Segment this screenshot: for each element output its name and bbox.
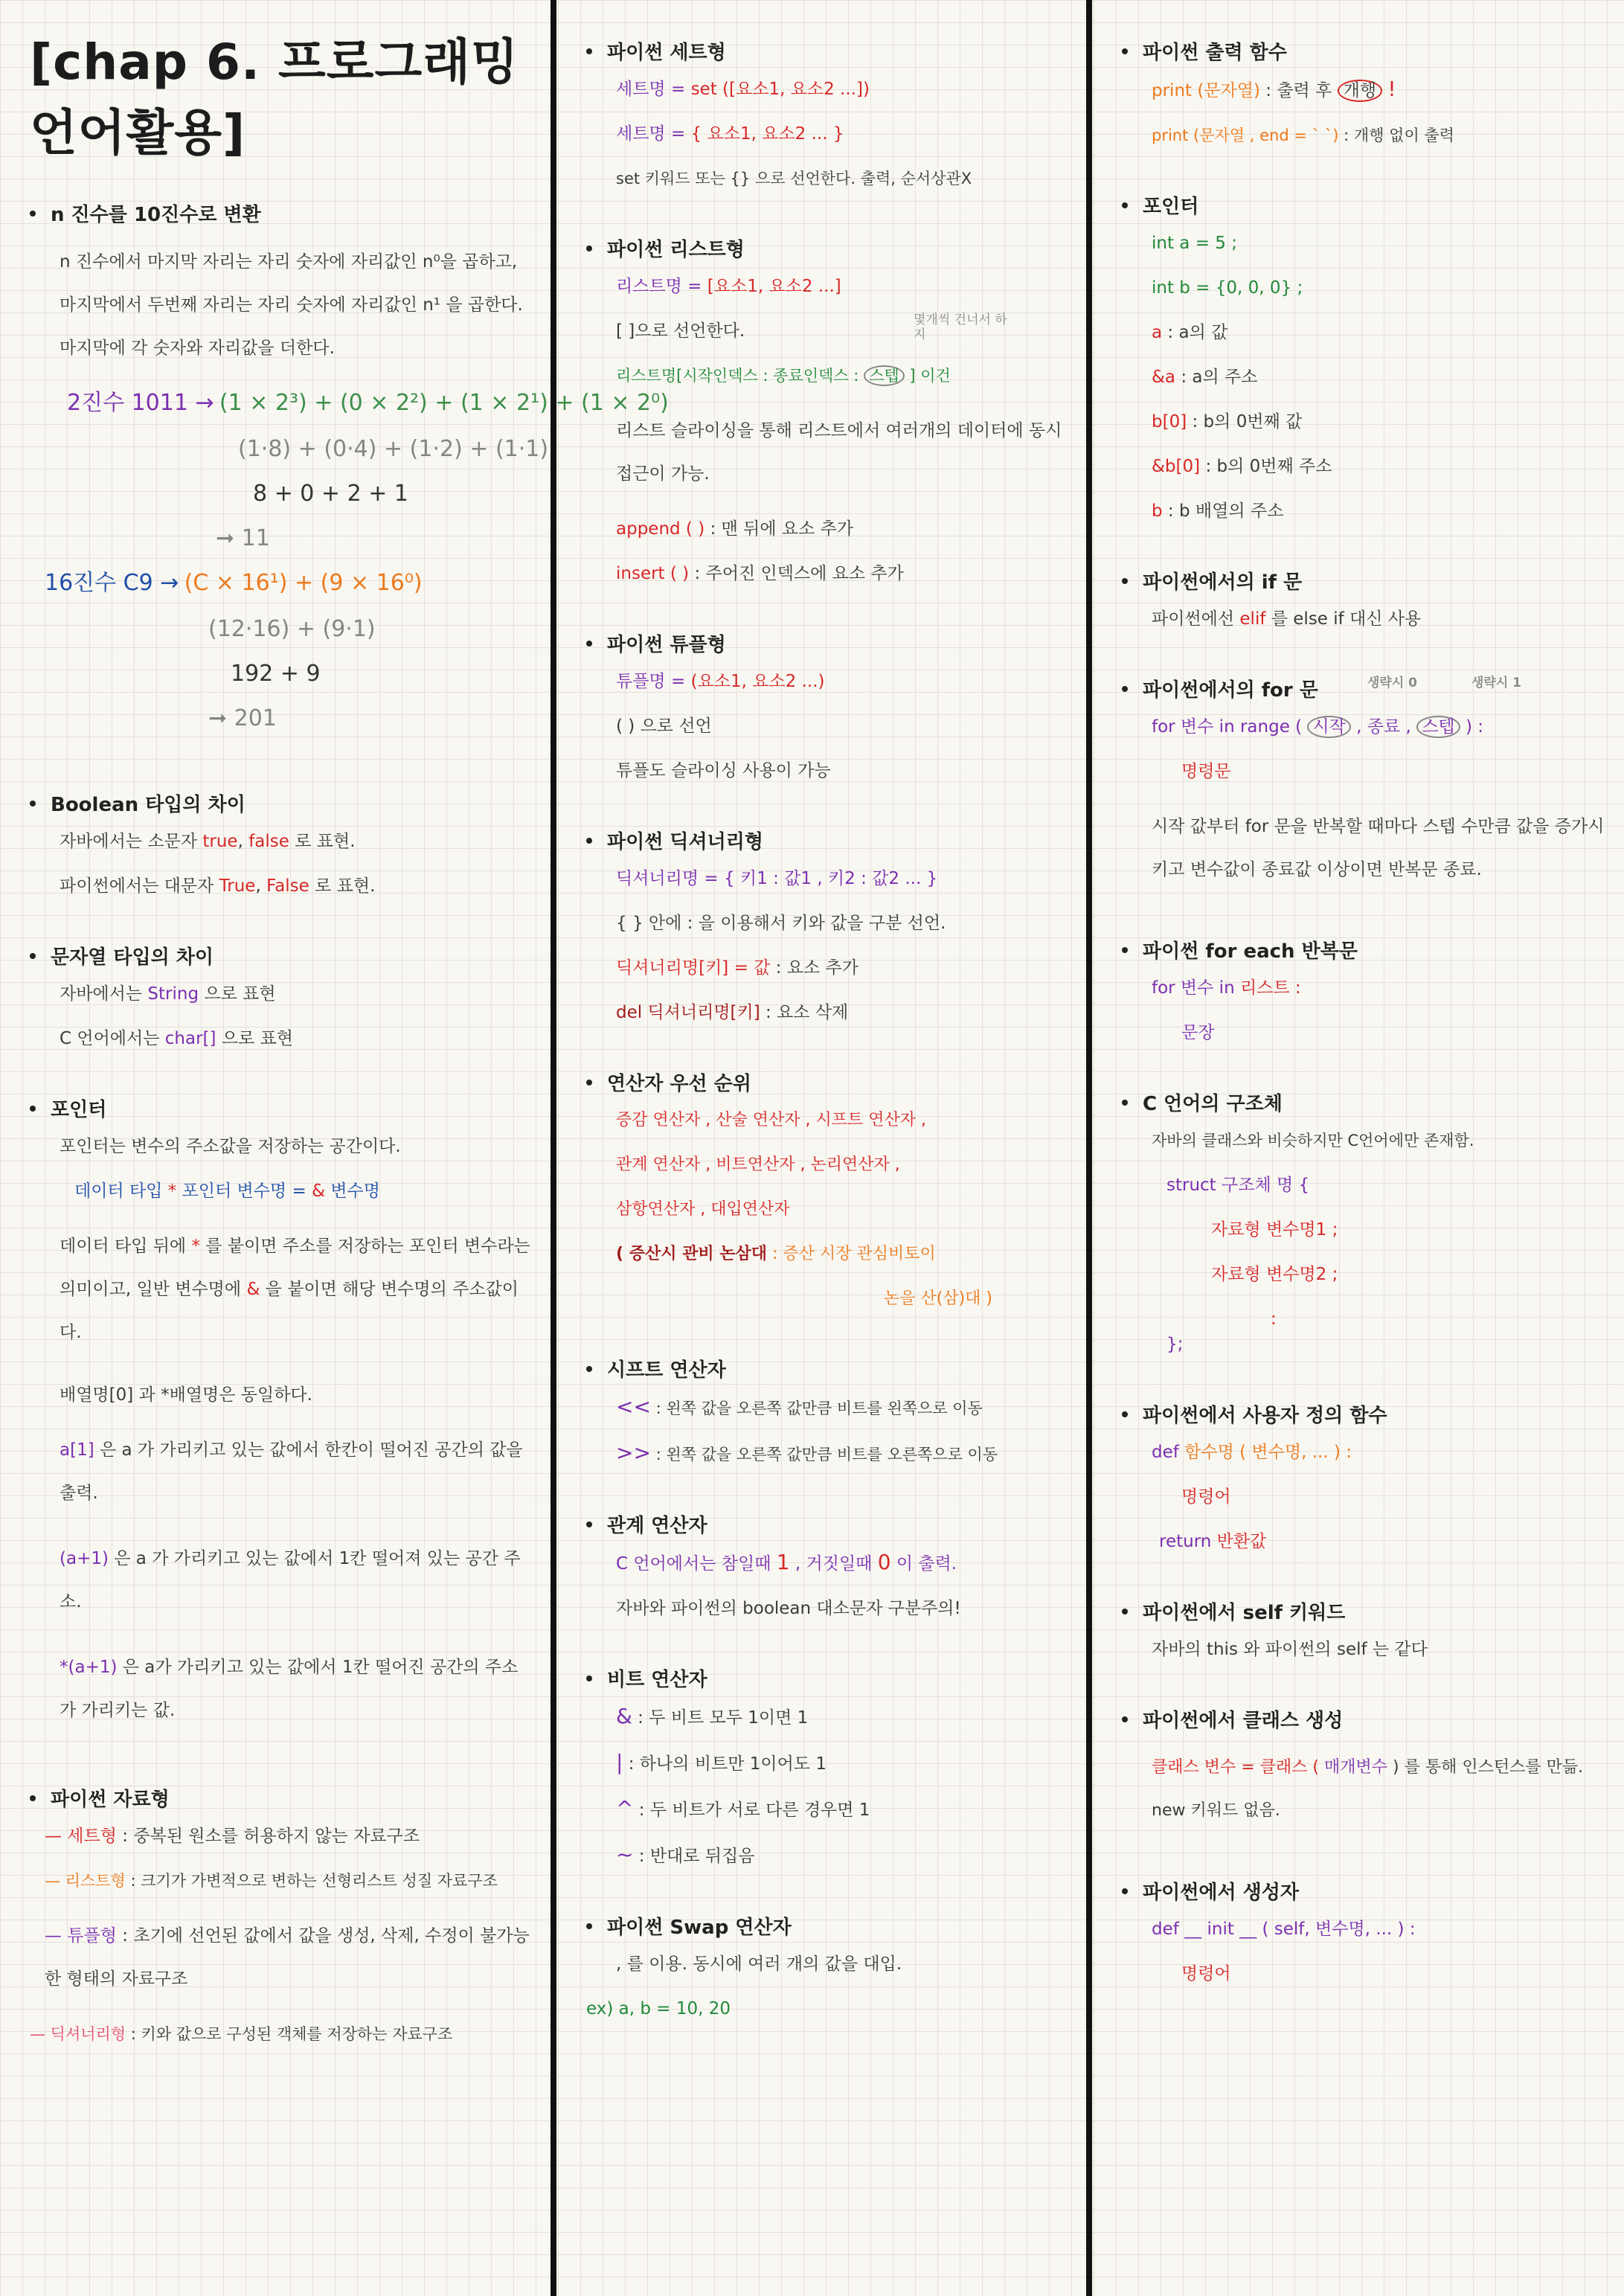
section-pointer xyxy=(30,1094,534,1732)
column-divider-right xyxy=(1086,0,1092,2296)
struct-open: struct 구조체 명 { xyxy=(1166,1176,1310,1195)
section-python-self xyxy=(1122,1597,1609,1661)
precedence-mnemonic-2: 논을 산(삼)대 ) xyxy=(884,1289,992,1308)
dict-delete: del 딕셔너리명[키] : 요소 삭제 xyxy=(616,1003,849,1022)
hex-step-2: 192 + 9 xyxy=(231,661,321,687)
step-annotation: 몇개씩 건너서 하지 xyxy=(914,312,1007,342)
section-python-dict xyxy=(586,827,1070,1024)
section-heading: 파이썬에서 사용자 정의 함수 xyxy=(1122,1400,1609,1428)
section-heading: 파이썬 리스트형 xyxy=(586,234,1070,262)
conversion-description: n 진수에서 마지막 자리는 자리 숫자에 자리값인 n⁰을 곱하고, 마지막에서 두번째 자리는 자리 숫자에 자리값인 n¹ 을 곱한다. 마지막에 각 숫자와 자리값을 더한다. xyxy=(60,252,523,358)
column-middle xyxy=(556,0,1086,2296)
set-syntax-2: 세트명 = { 요소1, 요소2 ... } xyxy=(616,124,844,144)
bit-and: & : 두 비트 모두 1이면 1 xyxy=(616,1704,809,1728)
set-description: set 키워드 또는 {} 으로 선언한다. 출력, 순서상관X xyxy=(616,170,972,187)
section-heading: 파이썬 Swap 연산자 xyxy=(586,1912,1070,1940)
tuple-syntax: 튜플명 = (요소1, 요소2 ...) xyxy=(616,672,825,691)
foreach-body: 문장 xyxy=(1181,1023,1215,1042)
section-python-types xyxy=(30,1784,534,2045)
section-heading: 파이썬 출력 함수 xyxy=(1122,37,1609,65)
for-description: 시작 값부터 for 문을 반복할 때마다 스텝 수만큼 값을 증가시키고 변수값이 종료값 이상이면 반복문 종료. xyxy=(1152,817,1605,879)
section-heading: 비트 연산자 xyxy=(586,1664,1070,1692)
def-body: 명령어 xyxy=(1181,1487,1231,1507)
pointer-decl-b: int b = {0, 0, 0} ; xyxy=(1152,278,1303,298)
string-c: C 언어에서는 char[] 으로 표현 xyxy=(60,1029,294,1048)
section-heading: 파이썬에서 self 키워드 xyxy=(1122,1597,1609,1625)
binary-example: 2진수 1011 → (1 × 2³) + (0 × 2²) + (1 × 2¹) + (1 × 2⁰) xyxy=(67,390,669,416)
section-heading: 연산자 우선 순위 xyxy=(586,1068,1070,1096)
start-default-note: 생략시 0 xyxy=(1367,676,1418,690)
class-instantiation: 클래스 변수 = 클래스 ( 매개변수 ) 를 통해 인스턴스를 만듦. new 키워드 없음. xyxy=(1152,1758,1584,1820)
step-default-note: 생략시 1 xyxy=(1471,676,1522,690)
type-dict: — 딕셔너리형 : 키와 값으로 구성된 객체를 저장하는 자료구조 xyxy=(30,2025,453,2043)
precedence-line-2: 관계 연산자 , 비트연산자 , 논리연산자 , xyxy=(616,1155,900,1174)
section-heading: Boolean 타입의 차이 xyxy=(30,789,534,817)
section-shift-operator xyxy=(586,1355,1070,1466)
section-python-constructor xyxy=(1122,1877,1609,1985)
dict-add: 딕셔너리명[키] = 값 : 요소 추가 xyxy=(616,958,858,978)
section-operator-precedence xyxy=(586,1068,1070,1310)
page-title: [chap 6. 프로그래밍 언어활용] xyxy=(30,33,519,161)
precedence-line-1: 증감 연산자 , 산술 연산자 , 시프트 연산자 , xyxy=(616,1111,926,1129)
self-description: 자바의 this 와 파이썬의 self 는 같다 xyxy=(1152,1640,1428,1659)
section-python-def xyxy=(1122,1400,1609,1553)
section-python-if xyxy=(1122,567,1609,630)
swap-example: ex) a, b = 10, 20 xyxy=(586,1999,731,2018)
precedence-line-3: 삼항연산자 , 대입연산자 xyxy=(616,1200,790,1219)
section-c-struct xyxy=(1122,1088,1609,1356)
def-return: return 반환값 xyxy=(1159,1532,1267,1551)
pointer-decl-a: int a = 5 ; xyxy=(1152,234,1237,253)
string-java: 자바에서는 String 으로 표현 xyxy=(60,984,276,1004)
section-bit-operator xyxy=(586,1664,1070,1867)
list-slicing-syntax: 리스트명[시작인덱스 : 종료인덱스 : 스텝 ] 이건 xyxy=(616,367,951,385)
section-swap-operator xyxy=(586,1912,1070,2020)
shift-left: << : 왼쪽 값을 오른쪽 값만큼 비트를 왼쪽으로 이동 xyxy=(616,1394,983,1419)
section-heading: 파이썬 튜플형 xyxy=(586,629,1070,657)
column-right xyxy=(1092,0,1624,2296)
pointer-syntax: 데이터 타입 * 포인터 변수명 = & 변수명 xyxy=(74,1181,380,1201)
section-relational-operator xyxy=(586,1510,1070,1620)
shift-right: >> : 왼쪽 값을 오른쪽 값만큼 비트를 오른쪽으로 이동 xyxy=(616,1440,998,1465)
hex-example: 16진수 C9 → (C × 16¹) + (9 × 16⁰) xyxy=(45,570,423,596)
tuple-slicing: 튜플도 슬라이싱 사용이 가능 xyxy=(616,761,831,780)
pointer-b0-value: b[0] : b의 0번째 값 xyxy=(1152,412,1303,432)
set-syntax-1: 세트명 = set ([요소1, 요소2 ...]) xyxy=(616,80,870,99)
type-set: — 세트형 : 중복된 원소를 허용하지 않는 자료구조 xyxy=(45,1827,420,1846)
list-insert: insert ( ) : 주어진 인덱스에 요소 추가 xyxy=(616,564,904,583)
section-heading: 파이썬 세트형 xyxy=(586,37,1070,65)
list-slicing-desc: 리스트 슬라이싱을 통해 리스트에서 여러개의 데이터에 동시 접근이 가능. xyxy=(616,421,1062,484)
section-python-tuple xyxy=(586,629,1070,782)
pointer-offset-note: (a+1) 은 a 가 가리키고 있는 값에서 1칸 떨어져 있는 공간 주소. xyxy=(60,1549,521,1612)
list-append: append ( ) : 맨 뒤에 요소 추가 xyxy=(616,519,854,539)
hex-step-1: (12·16) + (9·1) xyxy=(208,616,376,642)
section-python-class xyxy=(1122,1705,1609,1832)
list-declare: [ ]으로 선언한다. 몇개씩 건너서 하지 xyxy=(586,320,1070,342)
section-boolean xyxy=(30,789,534,897)
struct-ellipsis: : xyxy=(1271,1309,1277,1329)
pointer-b-array: b : b 배열의 주소 xyxy=(1152,501,1284,521)
section-heading: n 진수를 10진수로 변환 xyxy=(30,199,534,227)
pointer-a-address: &a : a의 주소 xyxy=(1152,368,1258,387)
foreach-syntax: for 변수 in 리스트 : xyxy=(1152,978,1301,998)
tuple-declare: ( ) 으로 선언 xyxy=(616,716,712,736)
section-heading: 파이썬 딕셔너리형 xyxy=(586,827,1070,854)
struct-member-2: 자료형 변수명2 ; xyxy=(1211,1265,1338,1284)
section-heading: 관계 연산자 xyxy=(586,1510,1070,1538)
column-divider-left xyxy=(551,0,556,2296)
section-python-set xyxy=(586,37,1070,190)
print-newline: print (문자열) : 출력 후 개행 ! xyxy=(1152,77,1396,101)
list-syntax: 리스트명 = [요소1, 요소2 ...] xyxy=(616,277,841,296)
bit-not: ~ : 반대로 뒤집음 xyxy=(616,1842,755,1867)
section-heading: 파이썬에서의 for 문 생략시 0 생략시 1 xyxy=(1122,675,1609,702)
pointer-explanation: 데이터 타입 뒤에 * 를 붙이면 주소를 저장하는 포인터 변수라는 의미이고, 일반 변수명에 & 을 붙이면 해당 변수명의 주소값이다. xyxy=(60,1237,530,1342)
struct-member-1: 자료형 변수명1 ; xyxy=(1211,1220,1338,1240)
section-heading: 파이썬 자료형 xyxy=(30,1784,534,1812)
section-python-for xyxy=(1122,675,1609,891)
binary-step-1: (1·8) + (0·4) + (1·2) + (1·1) xyxy=(238,436,549,462)
boolean-java: 자바에서는 소문자 true, false 로 표현. xyxy=(60,832,356,851)
print-no-newline: print (문자열 , end = ` `) : 개행 없이 출력 xyxy=(1152,126,1454,144)
dict-declare: { } 안에 : 을 이용해서 키와 값을 구분 선언. xyxy=(616,914,946,933)
for-syntax: for 변수 in range ( 시작 , 종료 , 스텝 ) : xyxy=(1152,717,1483,737)
section-heading: 파이썬에서 클래스 생성 xyxy=(1122,1705,1609,1733)
swap-description: , 를 이용. 동시에 여러 개의 값을 대입. xyxy=(616,1955,902,1974)
section-heading: 포인터 xyxy=(30,1094,534,1122)
section-heading: 포인터 xyxy=(1122,191,1609,219)
section-pointer-c xyxy=(1122,191,1609,522)
pointer-deref-note: *(a+1) 은 a가 가리키고 있는 값에서 1칸 떨어진 공간의 주소가 가리키는 값. xyxy=(60,1658,519,1720)
bit-xor: ^ : 두 비트가 서로 다른 경우면 1 xyxy=(616,1796,870,1821)
binary-result: ➞ 11 xyxy=(216,525,270,551)
constructor-syntax: def __ init __ ( self, 변수명, ... ) : xyxy=(1152,1920,1416,1939)
struct-description: 자바의 클래스와 비슷하지만 C언어에만 존재함. xyxy=(1152,1132,1474,1149)
section-heading: 파이썬에서의 if 문 xyxy=(1122,567,1609,594)
section-python-print xyxy=(1122,37,1609,147)
relational-c: C 언어에서는 참일때 1 , 거짓일때 0 이 출력. xyxy=(616,1550,957,1574)
if-elif: 파이썬에선 elif 를 else if 대신 사용 xyxy=(1152,609,1422,629)
section-heading: 문자열 타입의 차이 xyxy=(30,942,534,969)
hex-result: ➞ 201 xyxy=(208,705,277,731)
type-tuple: — 튜플형 : 초기에 선언된 값에서 값을 생성, 삭제, 수정이 불가능한 형태의 자료구조 xyxy=(45,1926,530,1989)
section-heading: C 언어의 구조체 xyxy=(1122,1088,1609,1116)
dict-syntax: 딕셔너리명 = { 키1 : 값1 , 키2 : 값2 ... } xyxy=(616,869,938,888)
struct-close: }; xyxy=(1166,1335,1184,1354)
pointer-definition: 포인터는 변수의 주소값을 저장하는 공간이다. xyxy=(60,1137,401,1156)
for-body: 명령문 xyxy=(1181,762,1231,781)
type-list: — 리스트형 : 크기가 가변적으로 변하는 선형리스트 성질 자료구조 xyxy=(45,1872,498,1890)
section-heading: 시프트 연산자 xyxy=(586,1355,1070,1382)
section-heading: 파이썬에서 생성자 xyxy=(1122,1877,1609,1905)
section-python-foreach xyxy=(1122,936,1609,1044)
def-syntax: def 함수명 ( 변수명, ... ) : xyxy=(1152,1443,1352,1462)
pointer-a-value: a : a의 값 xyxy=(1152,323,1228,342)
section-string xyxy=(30,942,534,1050)
binary-step-2: 8 + 0 + 2 + 1 xyxy=(253,481,408,507)
array-pointer-note: 배열명[0] 과 *배열명은 동일하다. xyxy=(60,1385,312,1405)
precedence-mnemonic: ( 증산시 관비 논삼대 : 증산 시장 관심비토이 xyxy=(616,1245,936,1263)
relational-note: 자바와 파이썬의 boolean 대소문자 구분주의! xyxy=(616,1599,961,1618)
bit-or: | : 하나의 비트만 1이어도 1 xyxy=(616,1750,827,1774)
section-python-list xyxy=(586,234,1070,585)
pointer-index-note: a[1] 은 a 가 가리키고 있는 값에서 한칸이 떨어진 공간의 값을 출력. xyxy=(60,1440,523,1503)
pointer-b0-address: &b[0] : b의 0번째 주소 xyxy=(1152,457,1332,476)
constructor-body: 명령어 xyxy=(1181,1964,1231,1984)
section-heading: 파이썬 for each 반복문 xyxy=(1122,936,1609,963)
boolean-python: 파이썬에서는 대문자 True, False 로 표현. xyxy=(60,876,376,896)
